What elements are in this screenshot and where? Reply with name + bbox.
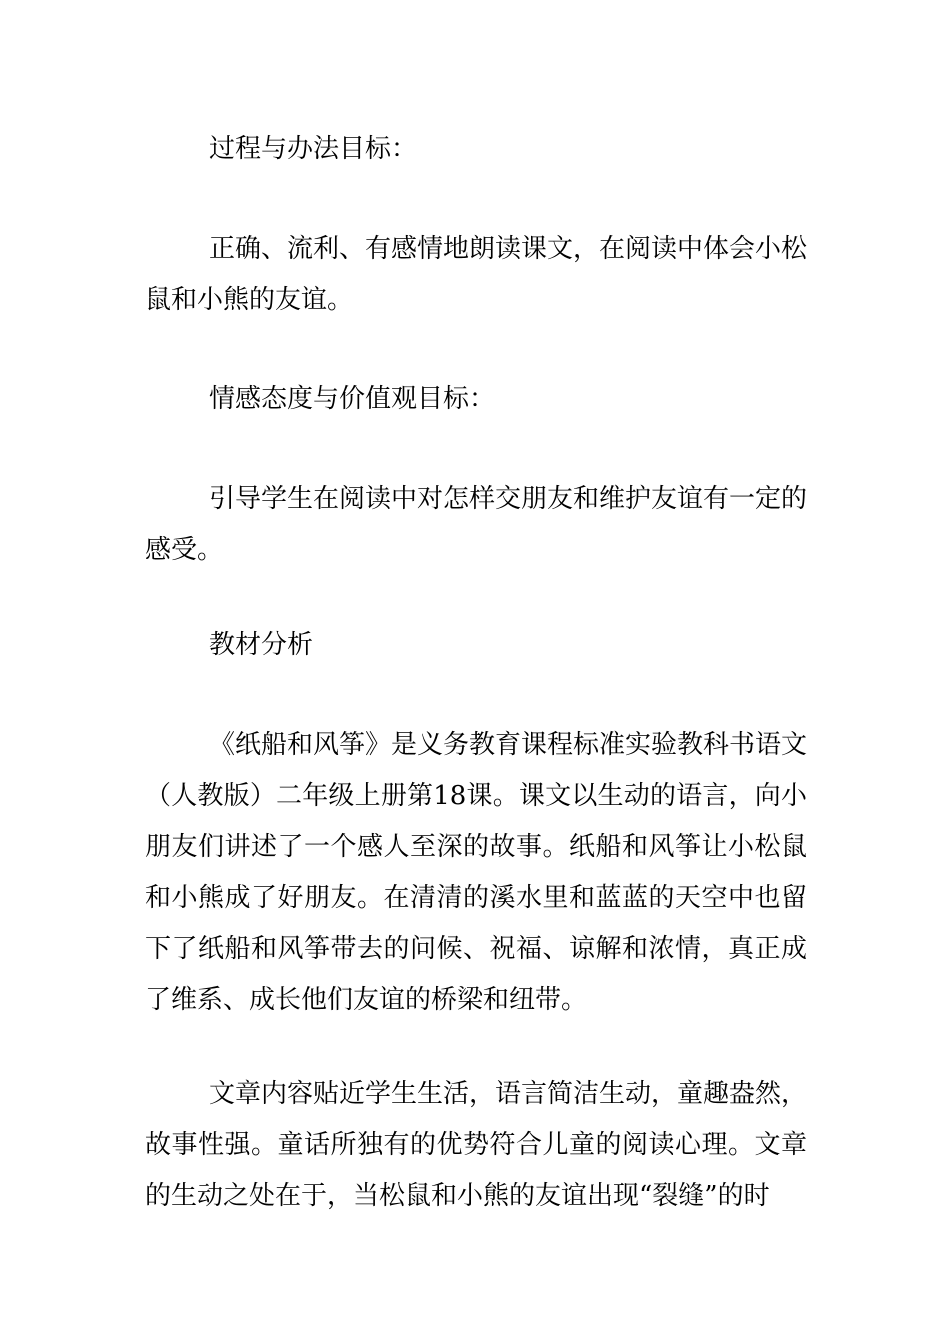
heading-textbook-analysis: 教材分析 [209, 630, 314, 660]
paragraph-article-content: 文章内容贴近学生生活，语言简洁生动，童趣盎然，故事性强。童话所独有的优势符合儿童的阅读心理。文章的生动之处在于，当松鼠和小熊的友谊出现“裂缝”的时 [145, 1079, 808, 1211]
paragraph-process-method-goals: 正确、流利、有感情地朗读课文，在阅读中体会小松鼠和小熊的友谊。 [145, 234, 808, 315]
paragraph-emotion-values-goals: 引导学生在阅读中对怎样交朋友和维护友谊有一定的感受。 [145, 484, 808, 565]
paragraph-textbook-analysis: 《纸船和风筝》是义务教育课程标准实验教科书语文（人教版）二年级上册第18课。课文以生动的语言，向小朋友们讲述了一个感人至深的故事。纸船和风筝让小松鼠和小熊成了好朋友。在清清的溪水里和蓝蓝的天空中也留下了纸船和风筝带去的问候、祝福、谅解和浓情，真正成了维系、成长他们友谊的桥梁和纽带。 [145, 730, 808, 1015]
heading-process-method-goals: 过程与办法目标： [209, 134, 418, 164]
heading-emotion-values-goals: 情感态度与价值观目标： [209, 384, 496, 414]
